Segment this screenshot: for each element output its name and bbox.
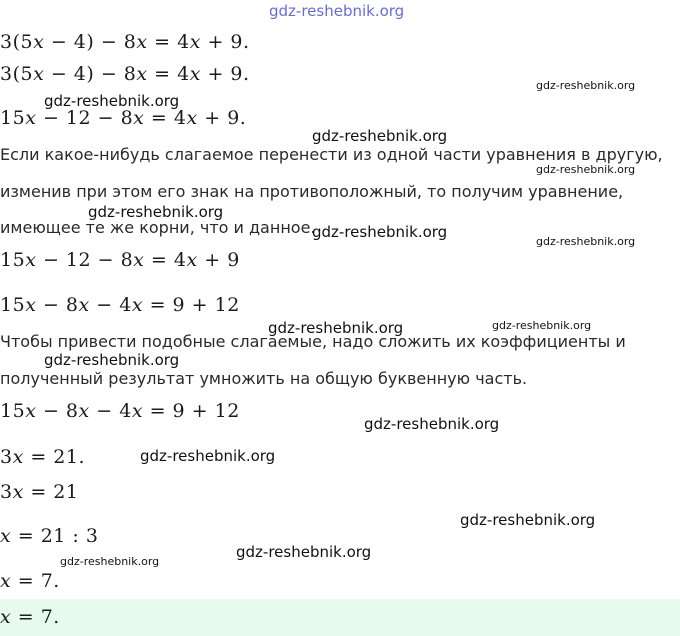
equation-step-10: x = 7. xyxy=(0,570,60,592)
equation-step-6: 15x − 8x − 4x = 9 + 12 xyxy=(0,400,240,422)
watermark: gdz-reshebnik.org xyxy=(269,2,405,20)
watermark: gdz-reshebnik.org xyxy=(536,163,636,176)
watermark: gdz-reshebnik.org xyxy=(88,203,224,221)
equation-step-5: 15x − 8x − 4x = 9 + 12 xyxy=(0,294,240,316)
equation-step-3: 15x − 12 − 8x = 4x + 9. xyxy=(0,107,247,129)
equation-step-8: 3x = 21 xyxy=(0,481,79,503)
watermark: gdz-reshebnik.org xyxy=(236,543,372,561)
watermark: gdz-reshebnik.org xyxy=(312,127,448,145)
final-answer: x = 7. xyxy=(0,606,60,628)
equation-step-9: x = 21 : 3 xyxy=(0,525,99,547)
rule-text-line: изменив при этом его знак на противоположный, то получим уравнение, xyxy=(0,182,624,201)
rule-text-line: полученный результат умножить на общую буквенную часть. xyxy=(0,369,528,388)
answer-highlight xyxy=(0,599,680,636)
watermark: gdz-reshebnik.org xyxy=(44,351,180,369)
equation-step-1: 3(5x − 4) − 8x = 4x + 9. xyxy=(0,31,250,53)
watermark: gdz-reshebnik.org xyxy=(44,92,180,110)
watermark: gdz-reshebnik.org xyxy=(492,319,592,332)
equation-step-4: 15x − 12 − 8x = 4x + 9 xyxy=(0,249,240,271)
watermark: gdz-reshebnik.org xyxy=(268,319,404,337)
watermark: gdz-reshebnik.org xyxy=(312,223,448,241)
watermark: gdz-reshebnik.org xyxy=(364,415,500,433)
watermark: gdz-reshebnik.org xyxy=(140,447,276,465)
watermark: gdz-reshebnik.org xyxy=(536,235,636,248)
equation-step-7: 3x = 21. xyxy=(0,446,86,468)
watermark: gdz-reshebnik.org xyxy=(460,511,596,529)
watermark: gdz-reshebnik.org xyxy=(536,79,636,92)
rule-text-line: Если какое-нибудь слагаемое перенести из одной части уравнения в другую, xyxy=(0,145,663,164)
rule-text-line: Чтобы привести подобные слагаемые, надо сложить их коэффициенты и xyxy=(0,332,626,351)
watermark: gdz-reshebnik.org xyxy=(60,555,160,568)
equation-step-2: 3(5x − 4) − 8x = 4x + 9. xyxy=(0,63,250,85)
rule-text-line: имеющее те же корни, что и данное. xyxy=(0,218,316,237)
